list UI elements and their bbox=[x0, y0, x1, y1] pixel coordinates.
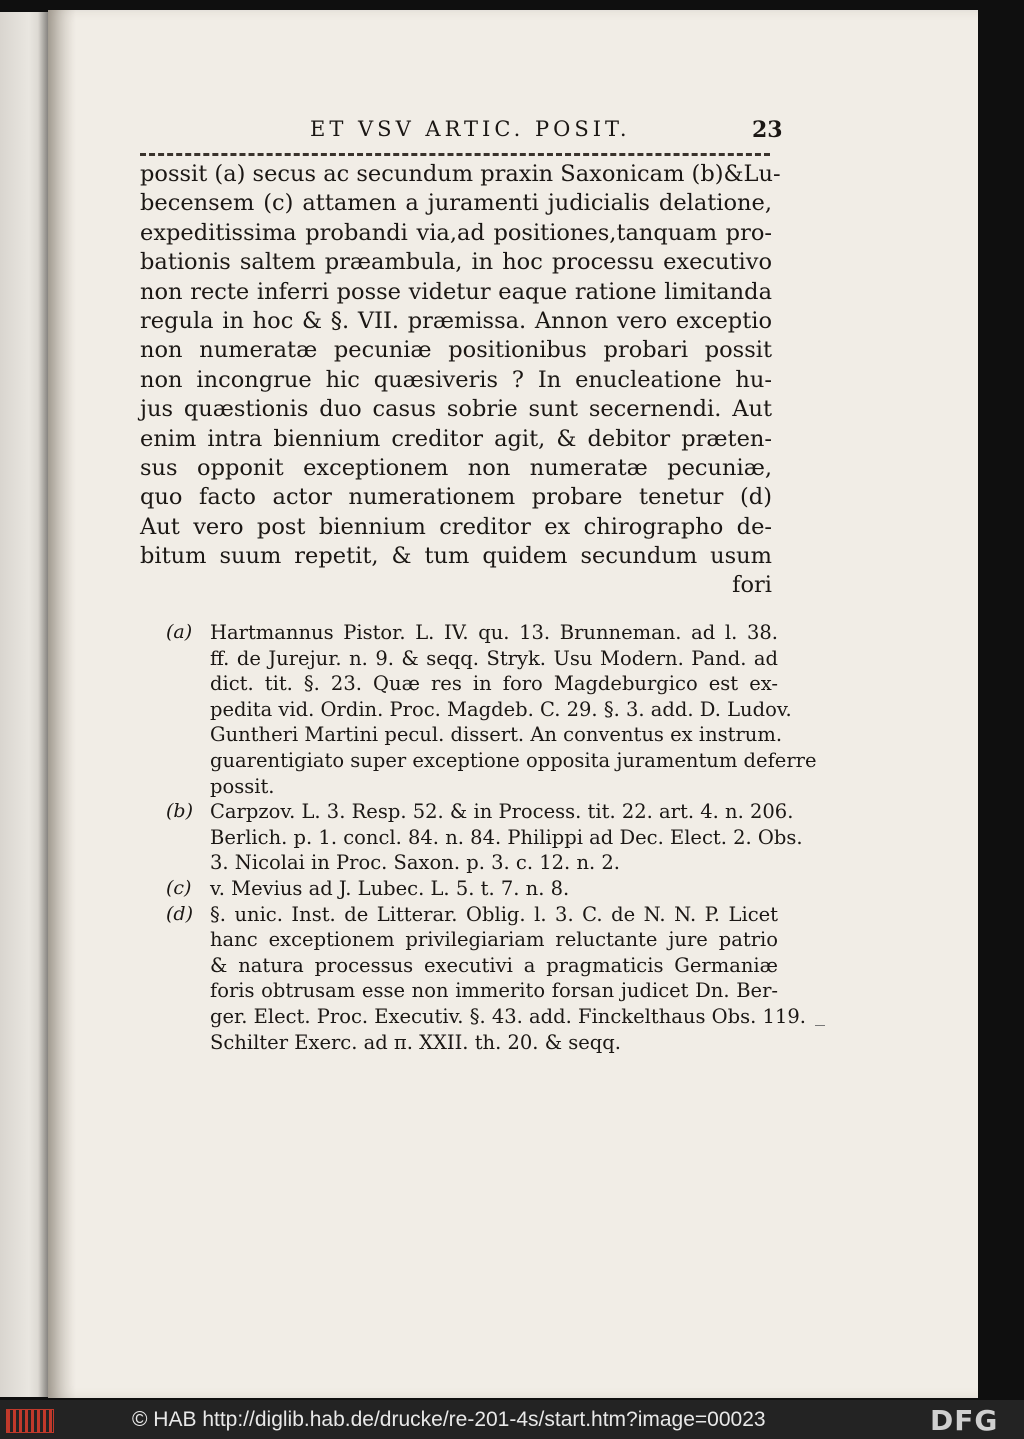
footnote-line: Hartmannus Pistor. L. IV. qu. 13. Brunneman. ad l. 38. bbox=[210, 621, 778, 644]
footnote-line: §. unic. Inst. de Litterar. Oblig. l. 3. C. de N. N. P. Licet bbox=[210, 902, 778, 926]
footnote-line: guarentigiato super exceptione opposita juramentum deferre bbox=[210, 748, 817, 772]
text-line: sus opponit exceptionem non numeratæ pecuniæ, bbox=[140, 454, 772, 481]
footnote-line: ff. de Jurejur. n. 9. & seqq. Stryk. Usu Modern. Pand. ad bbox=[210, 646, 778, 670]
text-line: Aut vero post biennium creditor ex chirographo de- bbox=[140, 513, 772, 540]
footnote-line: v. Mevius ad J. Lubec. L. 5. t. 7. n. 8. bbox=[210, 876, 570, 900]
footnote-line: pedita vid. Ordin. Proc. Magdeb. C. 29. §. 3. add. D. Ludov. bbox=[210, 697, 792, 721]
footnote-mark: (c) bbox=[166, 876, 192, 899]
footnote-line: hanc exceptionem privilegiariam reluctante jure patrio bbox=[210, 928, 778, 952]
catchword: fori bbox=[732, 572, 772, 599]
footnote-mark: (a) bbox=[166, 621, 193, 643]
dfg-logo: DFG bbox=[930, 1404, 999, 1437]
running-title: ET VSV ARTIC. POSIT. bbox=[310, 117, 631, 141]
footnote-line: ger. Elect. Proc. Executiv. §. 43. add. Finckelthaus Obs. 119. bbox=[210, 1004, 806, 1028]
footnote-mark: (d) bbox=[166, 902, 193, 925]
footnote-d bbox=[166, 902, 806, 1056]
footnote-line: Guntheri Martini pecul. dissert. An conventus ex instrum. bbox=[210, 723, 783, 747]
text-line: jus quæstionis duo casus sobrie sunt secernendi. Aut bbox=[140, 396, 772, 423]
footnote-line: dict. tit. §. 23. Quæ res in foro Magdeburgico est ex- bbox=[210, 672, 778, 696]
footnote-line: possit. bbox=[210, 774, 275, 798]
page-number: 23 bbox=[752, 117, 783, 143]
text-line: bationis saltem præambula, in hoc processu executivo bbox=[140, 249, 772, 276]
footnote-a bbox=[166, 620, 817, 799]
footnote-mark: (b) bbox=[166, 800, 193, 823]
viewer-footer bbox=[0, 1400, 1024, 1439]
text-line: bitum suum repetit, & tum quidem secundum usum bbox=[140, 543, 772, 570]
text-line: possit (a) secus ac secundum praxin Saxonicam (b)&Lu- bbox=[140, 161, 781, 187]
footnote-line: 3. Nicolai in Proc. Saxon. p. 3. c. 12. n. 2. bbox=[210, 851, 621, 875]
text-line: becensem (c) attamen a juramenti judicialis delatione, bbox=[140, 190, 772, 217]
footnote-line: Berlich. p. 1. concl. 84. n. 84. Philippi ad Dec. Elect. 2. Obs. bbox=[210, 825, 803, 849]
footnotes bbox=[166, 620, 817, 1055]
text-line: regula in hoc & §. VII. præmissa. Annon vero exceptio bbox=[140, 307, 772, 334]
margin-mark bbox=[815, 1025, 825, 1026]
text-line: enim intra biennium creditor agit, & debitor præten- bbox=[140, 425, 772, 452]
copyright-link[interactable]: © HAB http://diglib.hab.de/drucke/re-201-4s/start.htm?image=00023 bbox=[132, 1408, 766, 1431]
text-line: quo facto actor numerationem probare tenetur (d) bbox=[140, 484, 772, 511]
text-line: non numeratæ pecuniæ positionibus probari possit bbox=[140, 337, 772, 364]
text-line: non recte inferri posse videtur eaque ratione limitanda bbox=[140, 278, 772, 305]
footnote-line: foris obtrusam esse non immerito forsan judicet Dn. Ber- bbox=[210, 979, 778, 1003]
footnote-line: Carpzov. L. 3. Resp. 52. & in Process. tit. 22. art. 4. n. 206. bbox=[210, 800, 794, 824]
main-text bbox=[140, 160, 781, 601]
text-line: non incongrue hic quæsiveris ? In enucleatione hu- bbox=[140, 366, 772, 393]
library-barcode-icon bbox=[6, 1409, 54, 1433]
footnote-line: & natura processus executivi a pragmaticis Germaniæ bbox=[210, 953, 778, 977]
footnote-c bbox=[166, 876, 778, 902]
header-rule bbox=[140, 153, 770, 156]
text-line: expeditissima probandi via,ad positiones,tanquam pro- bbox=[140, 219, 772, 246]
previous-page-edge bbox=[0, 12, 49, 1397]
footnote-b bbox=[166, 799, 803, 876]
gutter-shadow bbox=[48, 10, 76, 1398]
footnote-line: Schilter Exerc. ad π. XXII. th. 20. & seqq. bbox=[210, 1030, 621, 1054]
